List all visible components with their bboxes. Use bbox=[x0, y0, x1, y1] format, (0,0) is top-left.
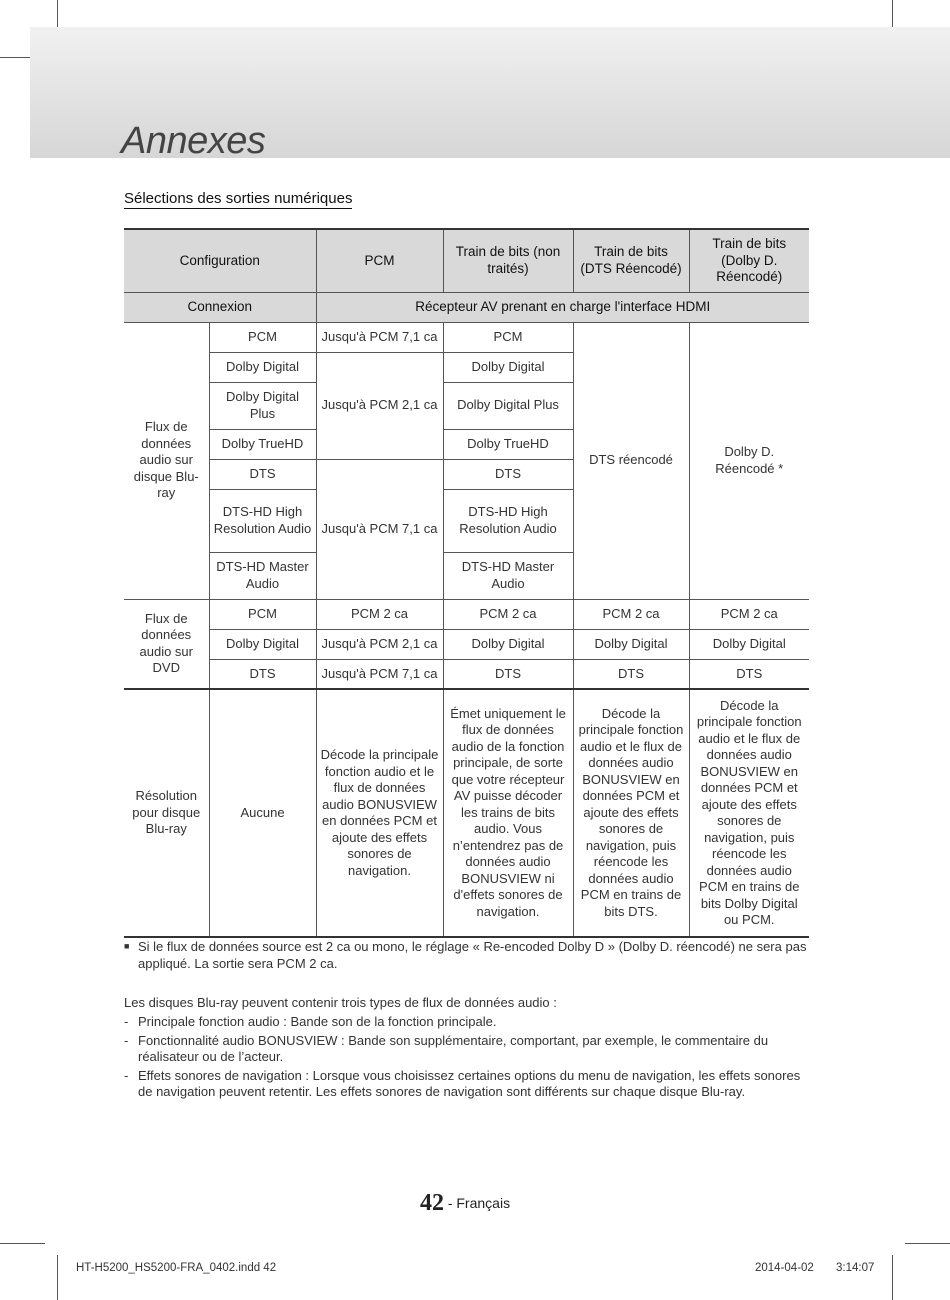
bluray-dts-reencoded: DTS réencodé bbox=[573, 322, 689, 599]
bluray-raw: Dolby TrueHD bbox=[443, 429, 573, 459]
digital-output-table bbox=[124, 228, 809, 938]
section-title: Sélections des sorties numériques bbox=[124, 190, 353, 207]
header-pcm: PCM bbox=[316, 229, 443, 292]
page-number-line bbox=[0, 1190, 930, 1217]
resolution-label: Résolution pour disque Blu-ray bbox=[124, 689, 209, 937]
dvd-cell: Jusqu'à PCM 2,1 ca bbox=[316, 629, 443, 659]
bluray-dolby-reencoded: Dolby D. Réencodé * bbox=[689, 322, 809, 599]
dvd-cell: DTS bbox=[443, 659, 573, 689]
list-item-text: Fonctionnalité audio BONUSVIEW : Bande son supplémentaire, comportant, par exemple, le commentaire du réalisateur ou de l’acteur. bbox=[138, 1032, 769, 1064]
header-bitstream-dts: Train de bits (DTS Réencodé) bbox=[573, 229, 689, 292]
dvd-cell: DTS bbox=[209, 659, 316, 689]
connection-value: Récepteur AV prenant en charge l'interface HDMI bbox=[316, 292, 809, 322]
bluray-source: DTS-HD Master Audio bbox=[209, 552, 316, 599]
list-item bbox=[124, 1068, 814, 1101]
footnote-text: Si le flux de données source est 2 ca ou mono, le réglage « Re-encoded Dolby D » (Dolby D. réencodé) ne sera pas appliqué. La sortie sera PCM 2 ca. bbox=[138, 939, 807, 971]
dvd-cell: PCM 2 ca bbox=[316, 599, 443, 629]
bluray-raw: DTS-HD High Resolution Audio bbox=[443, 489, 573, 552]
bluray-source: Dolby Digital bbox=[209, 352, 316, 382]
dvd-cell: DTS bbox=[689, 659, 809, 689]
bluray-pcm: Jusqu'à PCM 7,1 ca bbox=[316, 322, 443, 352]
footnote bbox=[124, 938, 814, 972]
intro-text: Les disques Blu-ray peuvent contenir trois types de flux de données audio : bbox=[124, 995, 557, 1010]
list-item-text: Effets sonores de navigation : Lorsque vous choisissez certaines options du menu de navigation, les effets sonores de navigation peuvent retentir. Les effets sonores de navigation sont différents sur chaque disque Blu-ray. bbox=[138, 1067, 801, 1099]
dash-icon: - bbox=[124, 1067, 129, 1083]
dvd-cell: Dolby Digital bbox=[689, 629, 809, 659]
bluray-raw: DTS-HD Master Audio bbox=[443, 552, 573, 599]
list-item bbox=[124, 1033, 814, 1066]
resolution-dts: Décode la principale fonction audio et le flux de données audio BONUSVIEW en données PCM et ajoute des effets sonores de navigation, puis réencode les données audio PCM en trains de bits DTS. bbox=[573, 689, 689, 937]
dvd-cell: Jusqu'à PCM 7,1 ca bbox=[316, 659, 443, 689]
resolution-dolby: Décode la principale fonction audio et le flux de données audio BONUSVIEW en données PCM et ajoute des effets sonores de navigation, puis réencode les données audio PCM en trains de bits Dolby Digital ou PCM. bbox=[689, 689, 809, 937]
crop-mark bbox=[0, 1243, 45, 1244]
bluray-source: DTS-HD High Resolution Audio bbox=[209, 489, 316, 552]
page-title: Annexes bbox=[121, 120, 266, 162]
crop-mark bbox=[905, 1243, 950, 1244]
page-language: - Français bbox=[447, 1195, 511, 1211]
bluray-source: DTS bbox=[209, 459, 316, 489]
dash-icon: - bbox=[124, 1014, 129, 1029]
dvd-cell: PCM 2 ca bbox=[689, 599, 809, 629]
dvd-cell: DTS bbox=[573, 659, 689, 689]
bluray-raw: PCM bbox=[443, 322, 573, 352]
dvd-cell: PCM 2 ca bbox=[573, 599, 689, 629]
dvd-cell: Dolby Digital bbox=[573, 629, 689, 659]
footer-date: 2014-04-02 bbox=[755, 1262, 814, 1274]
bluray-raw: DTS bbox=[443, 459, 573, 489]
list-item-text: Principale fonction audio : Bande son de la fonction principale. bbox=[138, 1014, 497, 1029]
dvd-cell: PCM 2 ca bbox=[443, 599, 573, 629]
resolution-raw: Émet uniquement le flux de données audio de la fonction principale, de sorte que votre récepteur AV puisse décoder les trains de bits audio. Vous n’entendrez pas de données audio BONUSVIEW ni d'effets sonores de navigation. bbox=[443, 689, 573, 937]
resolution-pcm: Décode la principale fonction audio et le flux de données audio BONUSVIEW en données PCM et ajoute des effets sonores de navigation. bbox=[316, 689, 443, 937]
footer-filename: HT-H5200_HS5200-FRA_0402.indd 42 bbox=[76, 1262, 277, 1274]
page-number: 42 bbox=[419, 1190, 444, 1216]
bluray-source: Dolby Digital Plus bbox=[209, 382, 316, 429]
dvd-cell: Dolby Digital bbox=[209, 629, 316, 659]
bluray-raw: Dolby Digital Plus bbox=[443, 382, 573, 429]
dash-icon: - bbox=[124, 1032, 129, 1048]
header-configuration: Configuration bbox=[124, 229, 316, 292]
bluray-source: Dolby TrueHD bbox=[209, 429, 316, 459]
bluray-raw: Dolby Digital bbox=[443, 352, 573, 382]
bluray-pcm: Jusqu'à PCM 2,1 ca bbox=[316, 352, 443, 459]
footer-time: 3:14:07 bbox=[836, 1262, 875, 1274]
crop-mark bbox=[57, 1255, 58, 1300]
bluray-pcm: Jusqu'à PCM 7,1 ca bbox=[316, 459, 443, 599]
header-bitstream-dolby: Train de bits (Dolby D. Réencodé) bbox=[689, 229, 809, 292]
dvd-cell: PCM bbox=[209, 599, 316, 629]
square-bullet-icon: ■ bbox=[124, 941, 130, 951]
list-item bbox=[124, 1014, 814, 1031]
resolution-source: Aucune bbox=[209, 689, 316, 937]
dvd-cell: Dolby Digital bbox=[443, 629, 573, 659]
connection-label: Connexion bbox=[124, 292, 316, 322]
audio-types-list bbox=[124, 1014, 814, 1103]
dvd-group-label: Flux de données audio sur DVD bbox=[124, 599, 209, 689]
crop-mark bbox=[892, 1255, 893, 1300]
header-bitstream-raw: Train de bits (non traités) bbox=[443, 229, 573, 292]
bluray-source: PCM bbox=[209, 322, 316, 352]
bluray-group-label: Flux de données audio sur disque Blu-ray bbox=[124, 322, 209, 599]
